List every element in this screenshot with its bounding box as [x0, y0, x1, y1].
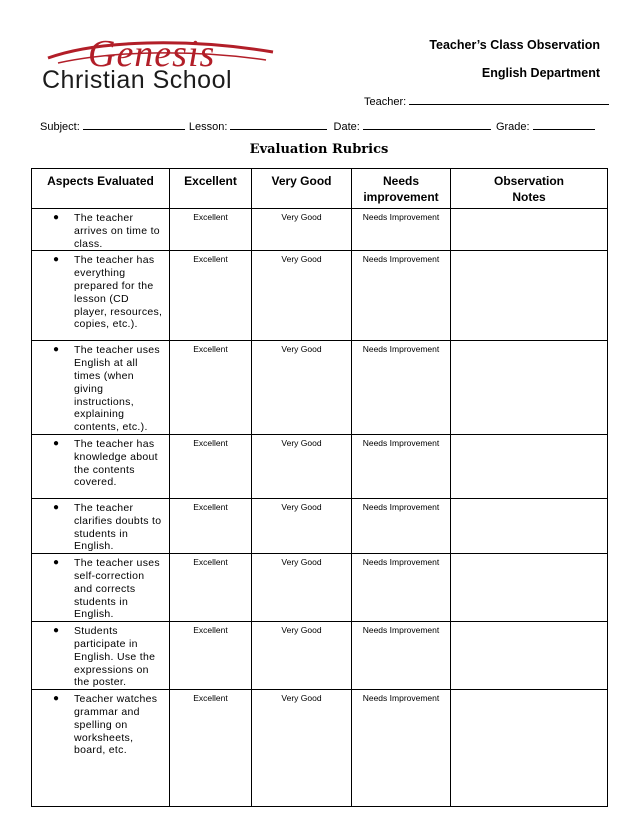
rating-very-good[interactable]: Very Good	[252, 341, 352, 435]
table-row	[32, 251, 608, 341]
notes-cell[interactable]	[451, 690, 608, 807]
rating-excellent[interactable]: Excellent	[170, 209, 252, 251]
document-title: Teacher’s Class Observation	[429, 38, 600, 52]
col-needs-improvement	[352, 169, 451, 209]
bullet-icon: ●	[53, 212, 60, 223]
notes-cell[interactable]	[451, 498, 608, 553]
rating-very-good[interactable]: Very Good	[252, 209, 352, 251]
subject-field[interactable]	[40, 119, 185, 133]
lesson-label: Lesson:	[188, 121, 228, 133]
logo-genesis-text: Genesis	[88, 33, 216, 75]
form-fields-row	[40, 119, 600, 133]
table-row	[32, 434, 608, 498]
rating-very-good[interactable]: Very Good	[252, 498, 352, 553]
aspect-text: The teacher has knowledge about the contents covered.	[74, 437, 158, 489]
rating-excellent[interactable]: Excellent	[170, 251, 252, 341]
col-observation-notes	[451, 169, 608, 209]
aspect-cell	[32, 341, 170, 435]
evaluation-table	[31, 168, 608, 807]
department-name: English Department	[481, 66, 600, 80]
aspect-cell	[32, 434, 170, 498]
rating-excellent[interactable]: Excellent	[170, 554, 252, 622]
bullet-icon: ●	[53, 254, 60, 266]
aspect-cell	[32, 498, 170, 553]
notes-cell[interactable]	[451, 434, 608, 498]
date-field[interactable]	[334, 119, 491, 133]
rating-needs-improvement[interactable]: Needs Improvement	[352, 434, 451, 498]
aspect-cell	[32, 251, 170, 341]
notes-cell[interactable]	[451, 622, 608, 690]
rating-excellent[interactable]: Excellent	[170, 341, 252, 435]
rating-very-good[interactable]: Very Good	[252, 434, 352, 498]
rating-needs-improvement[interactable]: Needs Improvement	[352, 341, 451, 435]
logo-school-text: Christian School	[42, 66, 233, 94]
rating-needs-improvement[interactable]: Needs Improvement	[352, 554, 451, 622]
table-row	[32, 498, 608, 553]
col-notes-line1: Observation	[493, 174, 565, 188]
notes-cell[interactable]	[451, 209, 608, 251]
bullet-icon: ●	[53, 501, 60, 513]
notes-cell[interactable]	[451, 341, 608, 435]
col-very-good: Very Good	[252, 169, 352, 209]
grade-label: Grade:	[495, 121, 530, 133]
col-needs-line2: improvement	[363, 190, 439, 204]
table-row	[32, 341, 608, 435]
aspect-text: Students participate in English. Use the expressions on the poster.	[74, 625, 156, 689]
col-aspects: Aspects Evaluated	[32, 169, 170, 209]
subject-label: Subject:	[40, 121, 80, 133]
grade-field[interactable]	[496, 119, 595, 133]
col-needs-line1: Needs	[382, 174, 420, 188]
bullet-icon: ●	[53, 344, 60, 356]
rating-very-good[interactable]: Very Good	[252, 251, 352, 341]
rating-needs-improvement[interactable]: Needs Improvement	[352, 209, 451, 251]
rating-needs-improvement[interactable]: Needs Improvement	[352, 690, 451, 807]
date-blank[interactable]	[363, 119, 491, 130]
aspect-text: The teacher arrives on time to class.	[74, 212, 160, 250]
date-label: Date:	[333, 121, 360, 133]
rating-excellent[interactable]: Excellent	[170, 690, 252, 807]
aspect-cell	[32, 209, 170, 251]
col-excellent: Excellent	[170, 169, 252, 209]
rating-needs-improvement[interactable]: Needs Improvement	[352, 498, 451, 553]
rating-excellent[interactable]: Excellent	[170, 434, 252, 498]
notes-cell[interactable]	[451, 251, 608, 341]
aspect-cell	[32, 554, 170, 622]
table-row	[32, 622, 608, 690]
aspect-text: The teacher clarifies doubts to students in English.	[74, 501, 162, 553]
col-notes-line2: Notes	[512, 190, 546, 204]
rating-very-good[interactable]: Very Good	[252, 622, 352, 690]
lesson-field[interactable]	[189, 119, 328, 133]
bullet-icon: ●	[53, 625, 60, 637]
teacher-field[interactable]	[364, 94, 609, 108]
table-row	[32, 209, 608, 251]
rating-excellent[interactable]: Excellent	[170, 498, 252, 553]
aspect-text: Teacher watches grammar and spelling on worksheets, board, etc.	[74, 693, 158, 757]
rating-needs-improvement[interactable]: Needs Improvement	[352, 622, 451, 690]
aspect-cell	[32, 622, 170, 690]
rating-very-good[interactable]: Very Good	[252, 690, 352, 807]
table-header-row	[32, 169, 608, 209]
rating-needs-improvement[interactable]: Needs Improvement	[352, 251, 451, 341]
lesson-blank[interactable]	[230, 119, 327, 130]
rubric-title: Evaluation Rubrics	[249, 142, 389, 157]
table-row	[32, 690, 608, 807]
school-logo	[38, 30, 288, 100]
teacher-blank[interactable]	[409, 94, 609, 105]
rating-excellent[interactable]: Excellent	[170, 622, 252, 690]
bullet-icon: ●	[53, 693, 60, 705]
table-row	[32, 554, 608, 622]
bullet-icon: ●	[53, 437, 60, 449]
rating-very-good[interactable]: Very Good	[252, 554, 352, 622]
notes-cell[interactable]	[451, 554, 608, 622]
aspect-cell	[32, 690, 170, 807]
grade-blank[interactable]	[533, 119, 595, 130]
bullet-icon: ●	[53, 557, 60, 569]
aspect-text: The teacher uses English at all times (when giving instructions, explaining contents, etc.).	[74, 344, 160, 434]
aspect-text: The teacher has everything prepared for the lesson (CD player, resources, copies, etc.).	[74, 254, 163, 331]
subject-blank[interactable]	[83, 119, 185, 130]
teacher-label: Teacher:	[364, 96, 407, 108]
aspect-text: The teacher uses self-correction and corrects students in English.	[74, 557, 160, 621]
